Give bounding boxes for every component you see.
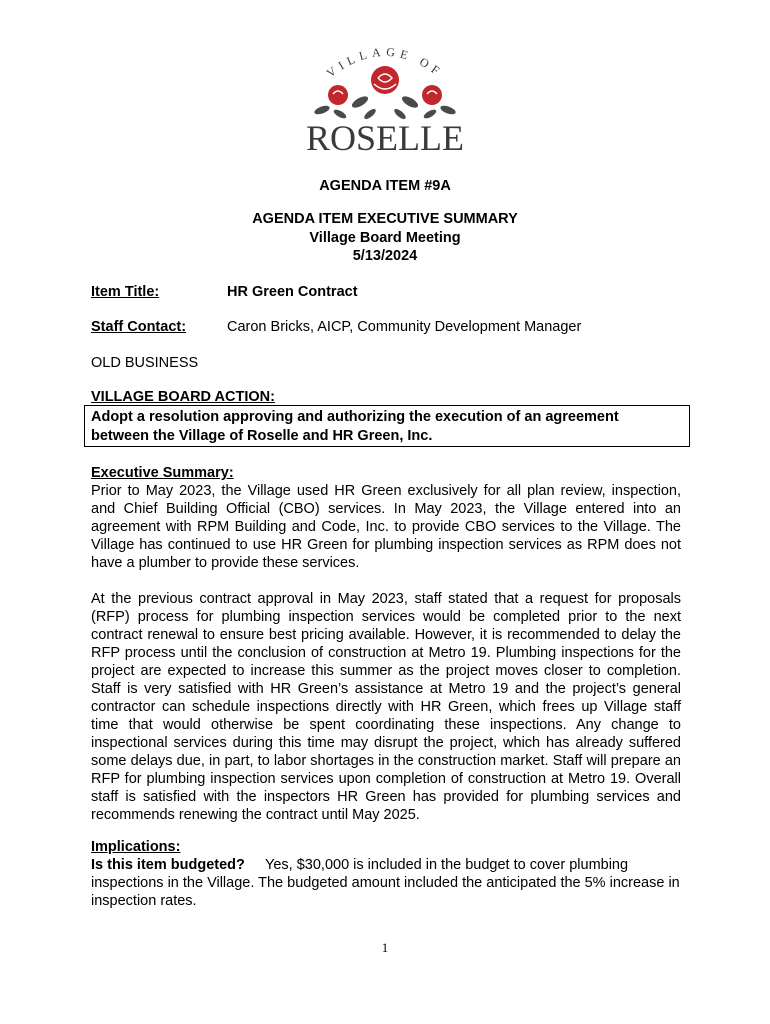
board-action-line-2: between the Village of Roselle and HR Green, Inc. — [91, 428, 433, 444]
rose-icon — [328, 66, 442, 105]
summary-title: AGENDA ITEM EXECUTIVE SUMMARY — [252, 211, 518, 227]
board-action-box — [84, 405, 690, 447]
meeting-date: 5/13/2024 — [352, 248, 418, 264]
agenda-item-number: AGENDA ITEM #9A — [319, 178, 451, 194]
board-action-line-1: Adopt a resolution approving and authorizing the execution of an agreement — [91, 409, 619, 425]
board-action-heading: VILLAGE BOARD ACTION: — [91, 389, 275, 405]
logo-arc-text: VILLAGE OF — [323, 44, 447, 81]
implications-section — [91, 838, 681, 910]
executive-summary-section — [91, 464, 681, 572]
executive-summary-paragraph-1: Prior to May 2023, the Village used HR Green exclusively for all plan review, inspection, and Chief Building Official (CBO) services. In May 2023, the Village entered into an agreement with RPM Building and Code, Inc. to provide CBO services to the Village. The Village has continued to use HR Green for plumbing inspection services as RPM does not have a plumber to provide these services. — [91, 483, 681, 571]
meeting-name: Village Board Meeting — [309, 230, 461, 246]
implications-body — [91, 856, 681, 910]
executive-summary-paragraph-2: At the previous contract approval in May 2023, staff stated that a request for proposals (RFP) process for plumbing inspection services would be completed prior to the next contract renewal to ensure best pricing available. However, it is recommended to delay the RFP process until the conclusion of construction at Metro 19. Plumbing inspections for the project are expected to increase this summer as the project moves closer to completion. Staff is very satisfied with HR Green’s assistance at Metro 19 and the project’s general contractor can schedule inspections directly with HR Green, which frees up Village staff time that would otherwise be spent coordinating these inspections. Any change to inspectional services during this time may disrupt the project, which has already suffered some delays due, in part, to labor shortages in the construction market. Staff will prepare an RFP for plumbing inspection services upon completion of construction at Metro 19. Overall staff is satisfied with the inspectors HR Green has provided for plumbing services and recommends renewing the contract until May 2025. — [91, 591, 681, 823]
item-title-label: Item Title: — [91, 284, 160, 300]
budget-answer: Yes, $30,000 is included in the budget to cover plumbing inspections in the Village. The budgeted amount included the anticipated the 5% increase in inspection rates. — [91, 857, 680, 909]
budget-question: Is this item budgeted? — [91, 857, 245, 873]
village-logo — [300, 40, 470, 158]
executive-summary-heading: Executive Summary: — [91, 465, 234, 481]
staff-contact-value: Caron Bricks, AICP, Community Development Manager — [227, 319, 582, 335]
old-business-label: OLD BUSINESS — [91, 355, 199, 371]
page-number: 1 — [381, 940, 389, 955]
staff-contact-label: Staff Contact: — [91, 319, 187, 335]
implications-heading: Implications: — [91, 839, 181, 855]
logo-wordmark: ROSELLE — [306, 118, 464, 158]
item-title-value: HR Green Contract — [227, 284, 358, 300]
